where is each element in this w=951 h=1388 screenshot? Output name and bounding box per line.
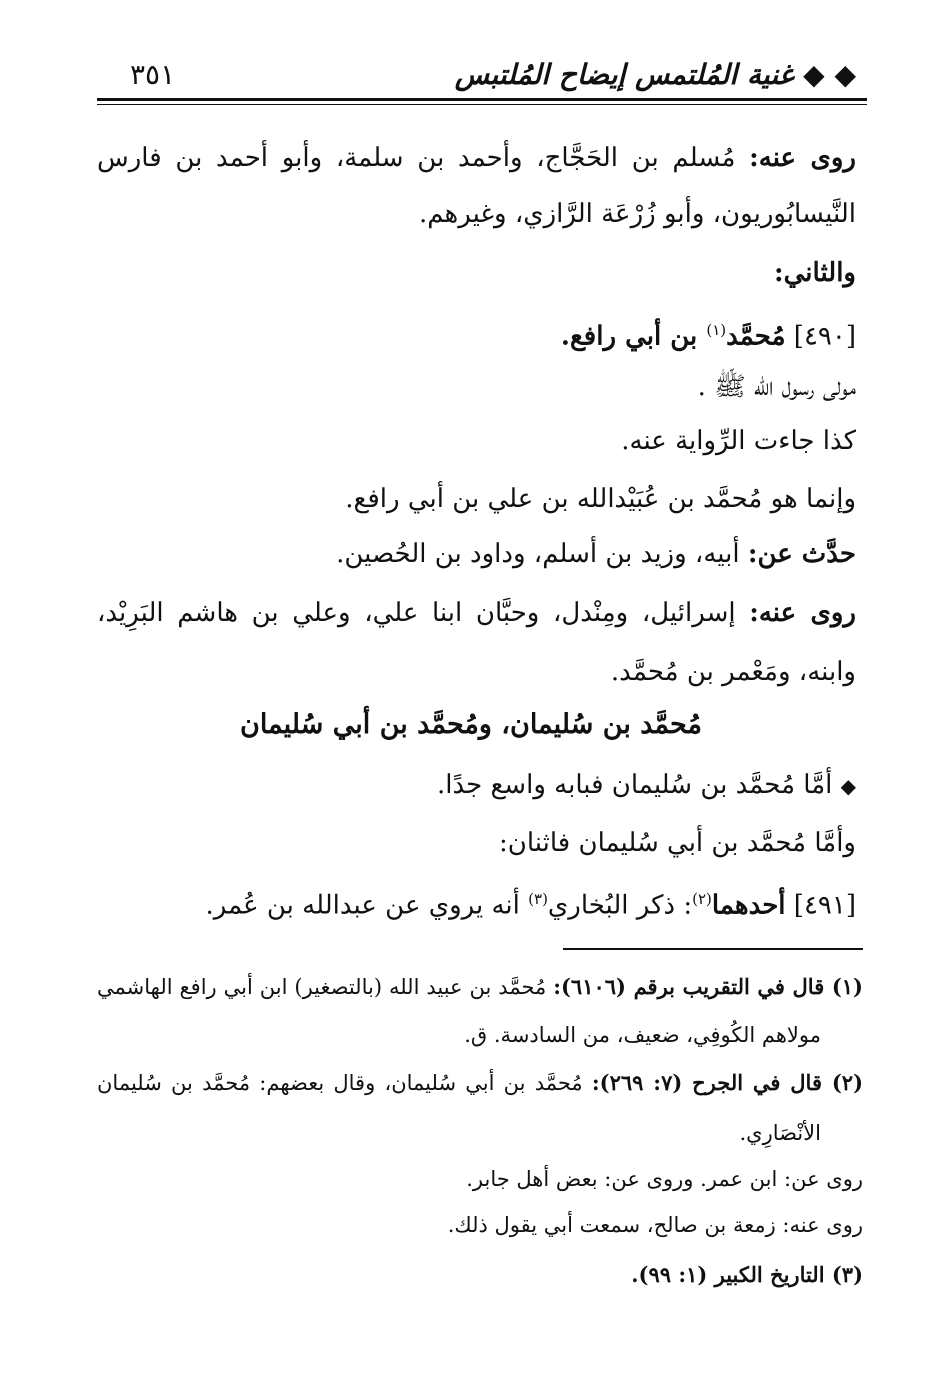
footnote-ref-1: (١) bbox=[706, 321, 727, 339]
footnote-2 bbox=[97, 1068, 863, 1098]
section-heading: مُحمَّد بن سُليمان، ومُحمَّد بن أبي سُليمان bbox=[240, 709, 702, 740]
body-line-12-text: أمَّا مُحمَّد بن سُليمان فبابه واسع جدًا. bbox=[437, 770, 841, 800]
footnote-2-lead: (٢) قال في الجرح (٧: ٢٦٩): bbox=[591, 1070, 863, 1095]
body-line-6: كذا جاءت الرِّواية عنه. bbox=[621, 426, 856, 456]
narrators-label-2: روى عنه: bbox=[749, 598, 856, 628]
footnote-1-text: مُحمَّد بن عبيد الله (بالتصغير) ابن أبي رافع الهاشمي bbox=[97, 975, 554, 999]
entry-name: مُحمَّد bbox=[726, 321, 786, 352]
footnote-1-lead: (١) قال في التقريب برقم (٦١٠٦): bbox=[553, 974, 863, 999]
narrators-text-2: إسرائيل، ومِنْدل، وحبَّان ابنا علي، وعلي بن هاشم البَرِيْد، bbox=[97, 598, 750, 628]
heard-from-text: أبيه، وزيد بن أسلم، وداود بن الحُصين. bbox=[336, 539, 748, 569]
footnote-1 bbox=[97, 972, 863, 1002]
entry-491-title bbox=[205, 882, 856, 923]
body-line-10: وابنه، ومَعْمر بن مُحمَّد. bbox=[610, 657, 856, 687]
footnote-2-line-b: روى عنه: زمعة بن صالح، سمعت أبي يقول ذلك. bbox=[447, 1213, 863, 1237]
entry-490-title bbox=[561, 313, 856, 354]
body-line-1 bbox=[97, 141, 856, 175]
narrators-label: روى عنه: bbox=[749, 143, 856, 173]
body-line-5: مولى رسول الله ﷺ . bbox=[697, 372, 856, 402]
running-header-title: ◆ ◆ غنية المُلتمس إيضاح المُلتبس bbox=[454, 58, 856, 91]
body-line-9 bbox=[97, 596, 856, 630]
footnote-2-continued: الأنْصَارِي. bbox=[739, 1121, 821, 1145]
entry-name-2: أحدهما bbox=[711, 890, 786, 921]
entry-number-2: [٤٩١] bbox=[785, 890, 856, 921]
footnote-ref-3: (٣) bbox=[528, 890, 548, 908]
body-line-7: وإنما هو مُحمَّد بن عُبَيْدالله بن علي بن أبي رافع. bbox=[345, 484, 856, 514]
heard-from-label: حدَّث عن: bbox=[747, 539, 856, 569]
footnote-2-text: مُحمَّد بن أبي سُليمان، وقال بعضهم: مُحمَّد بن سُليمان bbox=[97, 1071, 592, 1095]
page-number: ٣٥١ bbox=[130, 58, 176, 91]
narrators-text: مُسلم بن الحَجَّاج، وأحمد بن سلمة، وأبو أحمد بن فارس bbox=[97, 143, 750, 173]
footnote-ref-2: (٢) bbox=[692, 890, 712, 908]
bullet-diamond-icon: ◆ bbox=[840, 774, 856, 798]
footnote-1-continued: مولاهم الكُوفِي، ضعيف، من السادسة. ق. bbox=[464, 1023, 821, 1047]
body-line-12 bbox=[437, 768, 856, 803]
entry-rest: أنه يروي عن عبدالله بن عُمر. bbox=[205, 890, 529, 921]
entry-number: [٤٩٠] bbox=[785, 321, 856, 352]
body-line-13: وأمَّا مُحمَّد بن أبي سُليمان فاثنان: bbox=[499, 828, 856, 858]
section-label-second: والثاني: bbox=[774, 258, 856, 288]
header-rule-thin bbox=[97, 104, 867, 105]
entry-name-rest: بن أبي رافع. bbox=[560, 321, 707, 352]
entry-mid: : ذكر البُخاري bbox=[547, 890, 693, 921]
footnote-2-line-a: روى عن: ابن عمر. وروى عن: بعض أهل جابر. bbox=[466, 1167, 863, 1191]
header-rule-thick bbox=[97, 98, 867, 101]
footnote-3: (٣) التاريخ الكبير (١: ٩٩). bbox=[631, 1262, 863, 1287]
body-line-2: النَّيسابُوريون، وأبو زُرْعَة الرَّازي، وغيرهم. bbox=[418, 199, 856, 229]
body-line-8 bbox=[336, 537, 856, 571]
footnote-separator bbox=[563, 948, 863, 950]
